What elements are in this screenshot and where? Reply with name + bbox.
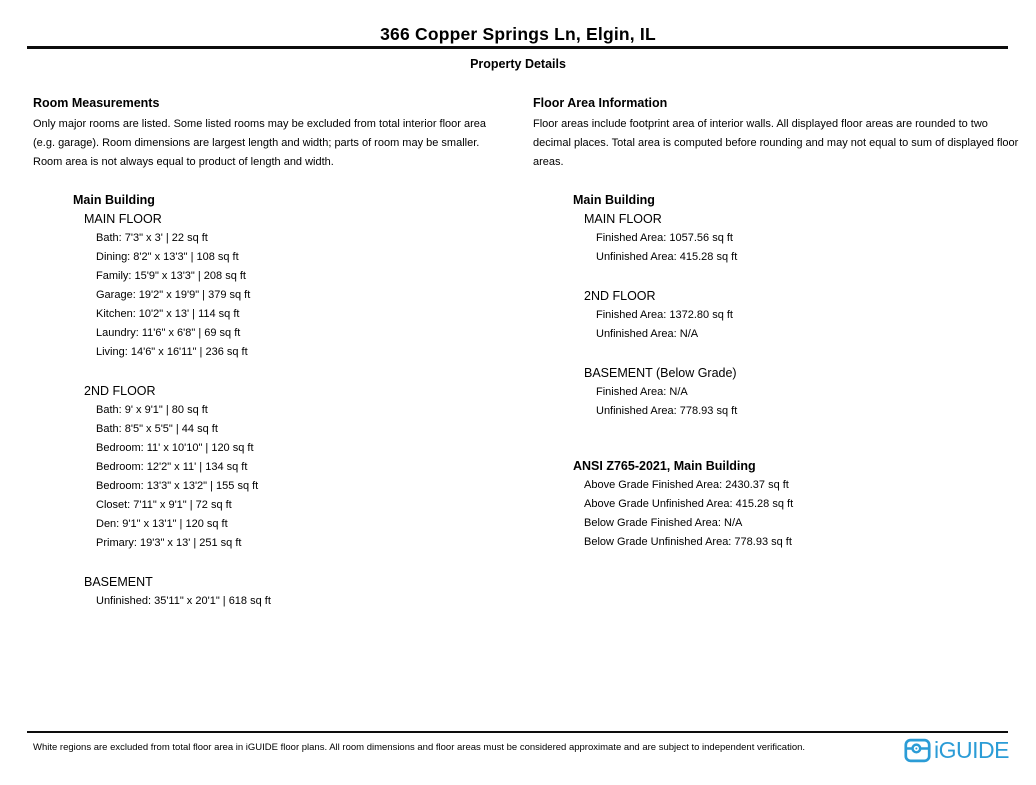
room-line: Den: 9'1" x 13'1" | 120 sq ft (96, 518, 228, 530)
room-line: Kitchen: 10'2" x 13' | 114 sq ft (96, 308, 240, 320)
room-measurements-heading: Room Measurements (33, 96, 160, 110)
room-line: Laundry: 11'6" x 6'8" | 69 sq ft (96, 327, 241, 339)
iguide-camera-icon (904, 737, 931, 764)
room-measurements-description: Only major rooms are listed. Some listed rooms may be excluded from total interior floor area (e.g. garage). Room dimensions are largest length and width; parts of room may be smaller. Room area is not always equal to product of length and width. (33, 118, 487, 168)
header-divider (27, 46, 1008, 49)
floor-name: 2ND FLOOR (84, 384, 156, 398)
room-line: Bedroom: 12'2" x 11' | 134 sq ft (96, 461, 248, 473)
floor-area-description: Floor areas include footprint area of interior walls. All displayed floor areas are rounded to two decimal places. Total area is computed before rounding and may not equal to sum of displayed floor areas. (533, 118, 1019, 168)
floor-name: BASEMENT (84, 575, 153, 589)
iguide-logo-text: iGUIDE (934, 737, 1009, 763)
area-line: Finished Area: 1372.80 sq ft (596, 309, 733, 321)
floor-area-information-section (533, 96, 1025, 552)
page-title: 366 Copper Springs Ln, Elgin, IL (380, 24, 656, 44)
footer-disclaimer: White regions are excluded from total floor area in iGUIDE floor plans. All room dimensions and floor areas must be considered approximate and are subject to independent verification. (33, 742, 806, 753)
iguide-logo (904, 736, 1009, 765)
area-line: Finished Area: 1057.56 sq ft (596, 232, 733, 244)
ansi-line: Above Grade Unfinished Area: 415.28 sq ft (584, 498, 794, 510)
area-basement (533, 364, 1025, 421)
room-measurements-building (33, 191, 505, 611)
room-line: Closet: 7'11" x 9'1" | 72 sq ft (96, 499, 232, 511)
floor-area-heading: Floor Area Information (533, 96, 668, 110)
room-line: Bedroom: 11' x 10'10" | 120 sq ft (96, 442, 254, 454)
room-line: Garage: 19'2" x 19'9" | 379 sq ft (96, 289, 251, 301)
area-line: Unfinished Area: 778.93 sq ft (596, 405, 738, 417)
floor-name: BASEMENT (Below Grade) (584, 366, 737, 380)
room-line: Primary: 19'3" x 13' | 251 sq ft (96, 537, 242, 549)
floor-area-building (533, 191, 1025, 552)
ansi-section (533, 457, 1025, 552)
ansi-heading: ANSI Z765-2021, Main Building (573, 459, 756, 473)
footer-divider (27, 731, 1008, 733)
area-line: Unfinished Area: 415.28 sq ft (596, 251, 738, 263)
room-line: Bath: 8'5" x 5'5" | 44 sq ft (96, 423, 218, 435)
ansi-line: Below Grade Unfinished Area: 778.93 sq ft (584, 536, 792, 548)
building-name: Main Building (73, 193, 155, 207)
area-2nd-floor (533, 287, 1025, 344)
floor-main-floor (33, 210, 505, 362)
floor-2nd-floor (33, 382, 505, 553)
area-line: Finished Area: N/A (596, 386, 688, 398)
floor-name: 2ND FLOOR (584, 289, 656, 303)
floor-basement (33, 573, 505, 611)
room-line: Unfinished: 35'11" x 20'1" | 618 sq ft (96, 595, 271, 607)
ansi-line: Above Grade Finished Area: 2430.37 sq ft (584, 479, 789, 491)
area-line: Unfinished Area: N/A (596, 328, 699, 340)
room-line: Family: 15'9" x 13'3" | 208 sq ft (96, 270, 246, 282)
room-line: Living: 14'6" x 16'11" | 236 sq ft (96, 346, 248, 358)
area-main-floor (533, 210, 1025, 267)
building-name: Main Building (573, 193, 655, 207)
room-line: Dining: 8'2" x 13'3" | 108 sq ft (96, 251, 239, 263)
room-line: Bath: 9' x 9'1" | 80 sq ft (96, 404, 208, 416)
room-measurements-section (33, 96, 505, 611)
page-subtitle: Property Details (470, 57, 566, 71)
floor-name: MAIN FLOOR (84, 212, 162, 226)
room-line: Bedroom: 13'3" x 13'2" | 155 sq ft (96, 480, 259, 492)
ansi-line: Below Grade Finished Area: N/A (584, 517, 743, 529)
floor-name: MAIN FLOOR (584, 212, 662, 226)
room-line: Bath: 7'3" x 3' | 22 sq ft (96, 232, 208, 244)
